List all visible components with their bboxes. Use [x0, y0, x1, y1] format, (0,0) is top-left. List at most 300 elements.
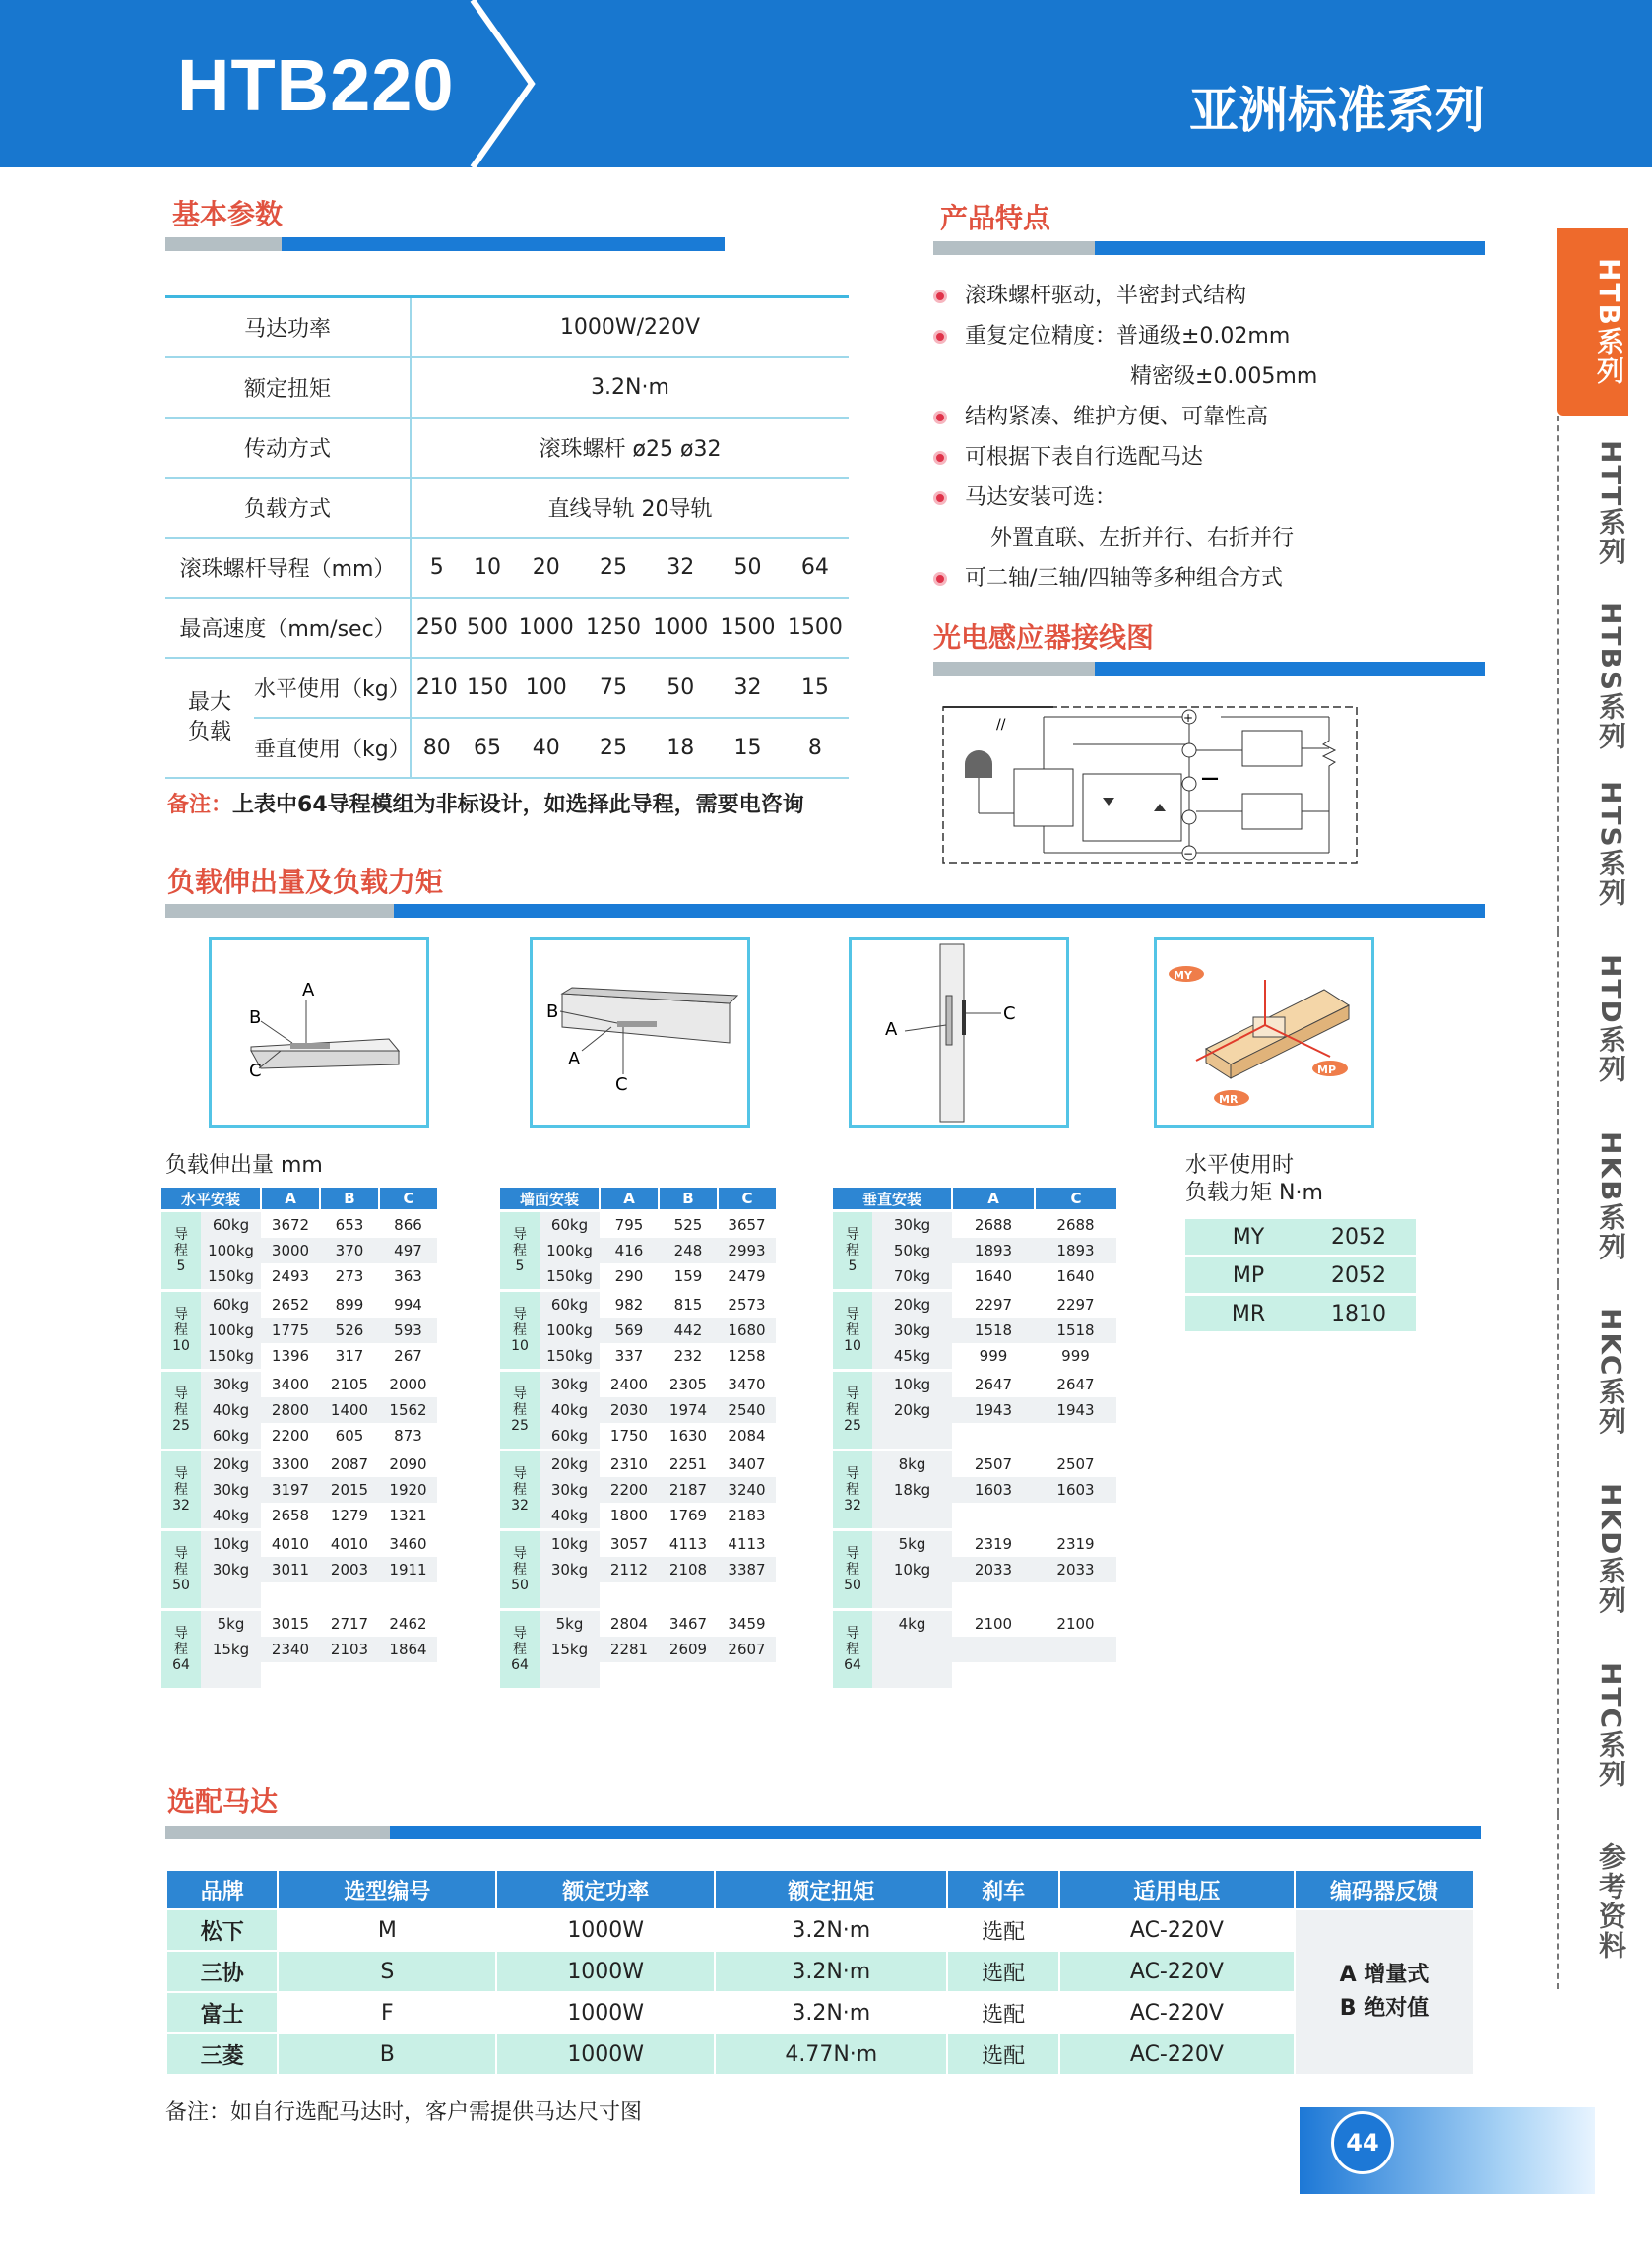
- lead-group-text: 导: [846, 1546, 859, 1562]
- motor-cell: 1000W: [496, 1909, 715, 1951]
- load-row: [833, 1557, 1116, 1582]
- load-value: 2103: [320, 1637, 379, 1662]
- load-weight: 20kg: [872, 1291, 952, 1319]
- speed-label: 最高速度（mm/sec）: [165, 598, 411, 658]
- load-value: 4010: [261, 1530, 320, 1558]
- load-value: 3300: [261, 1451, 320, 1478]
- side-tab-9[interactable]: HTC系列: [1557, 1639, 1630, 1814]
- load-value: 2297: [952, 1291, 1035, 1319]
- load-value: 1974: [659, 1397, 718, 1423]
- motor-brand: 三协: [166, 1951, 278, 1992]
- motor-cell: AC-220V: [1059, 1992, 1295, 2033]
- motor-cell: AC-220V: [1059, 2033, 1295, 2075]
- load-weight: 30kg: [540, 1557, 600, 1582]
- load-value: 2183: [718, 1503, 776, 1530]
- load-value: 2647: [952, 1371, 1035, 1398]
- load-row: [500, 1371, 776, 1398]
- lead-cell: 50: [714, 538, 781, 598]
- load-row: [500, 1530, 776, 1558]
- series-title: 亚洲标准系列: [1189, 82, 1485, 139]
- load-value: 1800: [600, 1503, 659, 1530]
- load-value: 2507: [952, 1451, 1035, 1478]
- lead-group-text: 导: [513, 1466, 527, 1482]
- load-value: 2493: [261, 1263, 320, 1291]
- load-value: [379, 1582, 437, 1610]
- motor-brand: 三菱: [166, 2033, 278, 2075]
- load-value: 1864: [379, 1637, 437, 1662]
- lead-group-text: 导: [846, 1227, 859, 1243]
- load-value: 795: [600, 1211, 659, 1239]
- lead-group-text: 32: [511, 1498, 529, 1514]
- lead-group-text: 程: [513, 1642, 527, 1657]
- side-tab-2[interactable]: HTT系列: [1557, 416, 1630, 591]
- label-my: MY: [1174, 969, 1192, 982]
- lead-group-text: 导: [846, 1626, 859, 1642]
- load-row: [833, 1477, 1116, 1503]
- lead-group-text: 导: [846, 1466, 859, 1482]
- lead-group-text: 50: [844, 1578, 861, 1593]
- load-row: [833, 1371, 1116, 1398]
- motor-col-header: 适用电压: [1059, 1870, 1295, 1909]
- feature-item: [933, 437, 1485, 478]
- lead-group-text: 导: [513, 1626, 527, 1642]
- feature-item: [933, 478, 1485, 518]
- load-value: 1258: [718, 1343, 776, 1371]
- lead-group-text: 程: [846, 1402, 859, 1418]
- load-row: [161, 1557, 437, 1582]
- load-value: 526: [320, 1318, 379, 1343]
- lead-group-text: 程: [513, 1482, 527, 1498]
- horizontal-load-table-wrap: [161, 1188, 437, 1688]
- label-b: B: [249, 1007, 262, 1028]
- side-tab-10[interactable]: 参考资料: [1557, 1814, 1630, 1989]
- lead-group-label: [500, 1610, 540, 1689]
- max-load-label: [165, 658, 254, 778]
- load-weight: [872, 1503, 952, 1530]
- load-row: [161, 1662, 437, 1688]
- load-weight: [872, 1662, 952, 1688]
- encoder-absolute: B 绝对值: [1339, 1996, 1430, 2021]
- motor-note: 备注：如自行选配马达时，客户需提供马达尺寸图: [165, 2100, 643, 2125]
- lead-group-text: 程: [174, 1322, 188, 1338]
- load-value: 1603: [952, 1477, 1035, 1503]
- vertical-cell: 8: [782, 718, 849, 778]
- load-value: 4010: [320, 1530, 379, 1558]
- moment-key: MY: [1185, 1219, 1311, 1257]
- load-weight: 40kg: [540, 1397, 600, 1423]
- load-weight: 15kg: [540, 1637, 600, 1662]
- spec-label: 马达功率: [165, 297, 411, 358]
- load-value: 1893: [1035, 1238, 1116, 1263]
- lead-group-label: [161, 1451, 201, 1530]
- basic-params-title: 基本参数: [172, 198, 284, 230]
- sensor-wiring-title: 光电感应器接线图: [933, 621, 1155, 654]
- load-value: 2305: [659, 1371, 718, 1398]
- motor-cell: 选配: [947, 1992, 1058, 2033]
- load-row: [161, 1637, 437, 1662]
- load-value: [1035, 1662, 1116, 1688]
- spec-label: 负载方式: [165, 478, 411, 538]
- load-weight: [872, 1582, 952, 1610]
- load-row: [161, 1610, 437, 1638]
- load-row: [500, 1397, 776, 1423]
- lead-group-text: 程: [513, 1402, 527, 1418]
- load-value: 2688: [952, 1211, 1035, 1239]
- lead-group-text: 程: [846, 1243, 859, 1258]
- horizontal-cell: 150: [462, 658, 512, 718]
- load-row: [161, 1263, 437, 1291]
- lead-group-text: 10: [844, 1338, 861, 1354]
- load-weight: 30kg: [201, 1477, 261, 1503]
- load-row: [500, 1291, 776, 1319]
- side-tab-7[interactable]: HKC系列: [1557, 1284, 1630, 1459]
- moment-value: 1810: [1311, 1295, 1416, 1333]
- load-row: [161, 1530, 437, 1558]
- lead-cell: 10: [462, 538, 512, 598]
- lead-group-label: [161, 1291, 201, 1371]
- load-value: [952, 1503, 1035, 1530]
- motor-row: [166, 1992, 1474, 2033]
- load-value: [659, 1582, 718, 1610]
- lead-group-label: [833, 1371, 872, 1451]
- lead-group-text: 程: [174, 1243, 188, 1258]
- load-value: 2319: [952, 1530, 1035, 1558]
- load-row: [500, 1662, 776, 1688]
- load-col-header: A: [600, 1188, 659, 1211]
- lead-group-text: 导: [513, 1307, 527, 1322]
- motor-cell: B: [278, 2033, 496, 2075]
- bullet-icon: [933, 491, 947, 505]
- lead-group-text: 程: [174, 1562, 188, 1578]
- side-tab-8[interactable]: HKD系列: [1557, 1461, 1630, 1637]
- load-value: 1518: [1035, 1318, 1116, 1343]
- load-value: 1769: [659, 1503, 718, 1530]
- load-value: [718, 1582, 776, 1610]
- side-tab-1[interactable]: HTB系列: [1557, 228, 1628, 416]
- lead-group-text: 程: [174, 1642, 188, 1657]
- load-row: [500, 1263, 776, 1291]
- load-row: [500, 1477, 776, 1503]
- lead-group-text: 导: [174, 1546, 188, 1562]
- spec-label: 传动方式: [165, 418, 411, 478]
- load-weight: 30kg: [540, 1477, 600, 1503]
- load-col-header: C: [718, 1188, 776, 1211]
- load-weight: 50kg: [872, 1238, 952, 1263]
- load-value: 3011: [261, 1557, 320, 1582]
- load-value: 1680: [718, 1318, 776, 1343]
- basic-params-bar: [165, 237, 725, 251]
- side-tab-5[interactable]: HTD系列: [1557, 932, 1630, 1107]
- moment-row: [1185, 1257, 1416, 1295]
- load-value: [261, 1662, 320, 1688]
- load-value: 2319: [1035, 1530, 1116, 1558]
- load-value: 2479: [718, 1263, 776, 1291]
- vertical-load-row: [165, 718, 849, 778]
- svg-text:+: +: [1183, 711, 1194, 725]
- lead-group-text: 导: [174, 1307, 188, 1322]
- load-weight: 15kg: [201, 1637, 261, 1662]
- load-value: 2108: [659, 1557, 718, 1582]
- load-value: 1396: [261, 1343, 320, 1371]
- feature-text: 可二轴/三轴/四轴等多种组合方式: [965, 566, 1283, 591]
- lead-group-label: [833, 1211, 872, 1291]
- load-row: [500, 1637, 776, 1662]
- feature-item: [933, 558, 1485, 599]
- load-value: 2800: [261, 1397, 320, 1423]
- svg-text://: //: [996, 717, 1006, 733]
- motor-cell: 4.77N·m: [715, 2033, 947, 2075]
- lead-group-text: 导: [174, 1227, 188, 1243]
- lead-group-label: [500, 1530, 540, 1610]
- motor-cell: 1000W: [496, 2033, 715, 2075]
- load-weight: 45kg: [872, 1343, 952, 1371]
- load-table-header: [500, 1188, 776, 1211]
- speed-cell: 1000: [647, 598, 714, 658]
- load-value: 2030: [600, 1397, 659, 1423]
- load-value: 290: [600, 1263, 659, 1291]
- load-weight: 10kg: [872, 1557, 952, 1582]
- load-weight: [872, 1423, 952, 1451]
- motor-cell: M: [278, 1909, 496, 1951]
- load-value: 1400: [320, 1397, 379, 1423]
- lead-label: 滚珠螺杆导程（mm）: [165, 538, 411, 598]
- load-value: 3657: [718, 1211, 776, 1239]
- feature-text: 重复定位精度：普通级±0.02mm: [965, 324, 1291, 349]
- lead-row: [165, 538, 849, 598]
- lead-cell: 64: [782, 538, 849, 598]
- motor-col-header: 品牌: [166, 1870, 278, 1909]
- load-value: 2297: [1035, 1291, 1116, 1319]
- load-row: [500, 1503, 776, 1530]
- lead-group-text: 程: [513, 1562, 527, 1578]
- load-value: 1640: [1035, 1263, 1116, 1291]
- load-weight: 20kg: [872, 1397, 952, 1423]
- load-value: 3000: [261, 1238, 320, 1263]
- lead-group-text: 5: [515, 1258, 525, 1274]
- load-weight: 5kg: [872, 1530, 952, 1558]
- load-row: [500, 1451, 776, 1478]
- label-mr: MR: [1219, 1093, 1239, 1106]
- load-value: 2187: [659, 1477, 718, 1503]
- side-tab-6[interactable]: HKB系列: [1557, 1109, 1630, 1284]
- load-weight: 30kg: [201, 1557, 261, 1582]
- motor-cell: 选配: [947, 2033, 1058, 2075]
- load-value: 2717: [320, 1610, 379, 1638]
- load-row: [833, 1451, 1116, 1478]
- load-value: 1911: [379, 1557, 437, 1582]
- load-weight: 100kg: [201, 1238, 261, 1263]
- lead-group-text: 5: [848, 1258, 858, 1274]
- load-weight: 40kg: [540, 1503, 600, 1530]
- feature-item: [933, 276, 1485, 316]
- side-tab-4[interactable]: HTS系列: [1557, 756, 1630, 932]
- motor-col-header: 额定扭矩: [715, 1870, 947, 1909]
- model-title: HTB220: [177, 44, 455, 126]
- load-value: 2200: [600, 1477, 659, 1503]
- horizontal-label: 水平使用（kg）: [254, 658, 411, 718]
- load-value: 982: [600, 1291, 659, 1319]
- lead-group-text: 导: [513, 1386, 527, 1402]
- motor-brand: 松下: [166, 1909, 278, 1951]
- wall-mount-diagram: [530, 937, 750, 1128]
- max-load-label-text: 最大: [187, 690, 231, 715]
- load-weight: [540, 1662, 600, 1688]
- load-weight: 18kg: [872, 1477, 952, 1503]
- speed-cell: 250: [411, 598, 462, 658]
- load-value: 3400: [261, 1371, 320, 1398]
- load-table-title: 垂直安装: [833, 1188, 952, 1211]
- side-tab-3[interactable]: HTBS系列: [1557, 589, 1630, 764]
- feature-item: [933, 356, 1485, 397]
- load-weight: 40kg: [201, 1503, 261, 1530]
- overhang-title: 负载伸出量 mm: [165, 1153, 323, 1178]
- lead-group-text: 25: [844, 1418, 861, 1434]
- vertical-cell: 15: [714, 718, 781, 778]
- load-value: 370: [320, 1238, 379, 1263]
- horizontal-cell: 15: [782, 658, 849, 718]
- lead-group-text: 32: [172, 1498, 190, 1514]
- svg-text:−: −: [1183, 847, 1194, 861]
- load-value: 2993: [718, 1238, 776, 1263]
- load-weight: 8kg: [872, 1451, 952, 1478]
- load-value: [952, 1582, 1035, 1610]
- load-row: [161, 1343, 437, 1371]
- load-value: 815: [659, 1291, 718, 1319]
- load-value: 3470: [718, 1371, 776, 1398]
- load-row: [161, 1451, 437, 1478]
- load-weight: 30kg: [872, 1318, 952, 1343]
- lead-group-label: [161, 1211, 201, 1291]
- load-weight: 100kg: [201, 1318, 261, 1343]
- lead-cell: 32: [647, 538, 714, 598]
- lead-group-label: [161, 1610, 201, 1689]
- load-value: [1035, 1423, 1116, 1451]
- load-weight: 100kg: [540, 1238, 600, 1263]
- load-value: [379, 1662, 437, 1688]
- speed-cell: 1500: [782, 598, 849, 658]
- load-value: [1035, 1637, 1116, 1662]
- load-row: [833, 1343, 1116, 1371]
- speed-cell: 500: [462, 598, 512, 658]
- load-value: 899: [320, 1291, 379, 1319]
- load-value: 2652: [261, 1291, 320, 1319]
- load-weight: 30kg: [201, 1371, 261, 1398]
- vertical-cell: 40: [513, 718, 580, 778]
- load-table-title: 水平安装: [161, 1188, 261, 1211]
- load-value: 1518: [952, 1318, 1035, 1343]
- motor-col-header: 额定功率: [496, 1870, 715, 1909]
- load-value: 999: [1035, 1343, 1116, 1371]
- lead-group-text: 程: [513, 1322, 527, 1338]
- lead-group-text: 25: [172, 1418, 190, 1434]
- load-moment-bar: [165, 904, 1485, 918]
- load-value: 2087: [320, 1451, 379, 1478]
- svg-text:—: —: [1201, 768, 1219, 789]
- load-col-header: C: [379, 1188, 437, 1211]
- load-value: 273: [320, 1263, 379, 1291]
- vertical-cell: 65: [462, 718, 512, 778]
- load-value: 569: [600, 1318, 659, 1343]
- load-value: 1775: [261, 1318, 320, 1343]
- load-row: [833, 1610, 1116, 1638]
- motor-cell: S: [278, 1951, 496, 1992]
- load-value: 2647: [1035, 1371, 1116, 1398]
- load-row: [833, 1503, 1116, 1530]
- load-row: [500, 1238, 776, 1263]
- features-title: 产品特点: [940, 202, 1051, 234]
- spec-row: [165, 478, 849, 538]
- moment-value: 2052: [1311, 1257, 1416, 1295]
- vertical-cell: 80: [411, 718, 462, 778]
- lead-group-text: 导: [513, 1546, 527, 1562]
- load-value: 1893: [952, 1238, 1035, 1263]
- load-row: [161, 1503, 437, 1530]
- motor-brand: 富士: [166, 1992, 278, 2033]
- max-load-label-text: 负载: [187, 720, 231, 744]
- label-b2: B: [546, 1001, 559, 1022]
- load-row: [833, 1582, 1116, 1610]
- load-col-header: A: [952, 1188, 1035, 1211]
- lead-group-label: [500, 1211, 540, 1291]
- load-value: [600, 1582, 659, 1610]
- moment-title: [1185, 1152, 1323, 1207]
- load-value: 3672: [261, 1211, 320, 1239]
- spec-table: [165, 295, 849, 779]
- load-row: [161, 1318, 437, 1343]
- load-weight: 10kg: [872, 1371, 952, 1398]
- load-value: 1640: [952, 1263, 1035, 1291]
- motor-col-header: 刹车: [947, 1870, 1058, 1909]
- load-weight: 30kg: [872, 1211, 952, 1239]
- load-weight: 100kg: [540, 1318, 600, 1343]
- load-value: 605: [320, 1423, 379, 1451]
- load-table: [161, 1188, 437, 1688]
- spec-label: 额定扭矩: [165, 357, 411, 418]
- lead-group-text: 程: [846, 1482, 859, 1498]
- motor-cell: 3.2N·m: [715, 1951, 947, 1992]
- moment-key: MP: [1185, 1257, 1311, 1295]
- label-a3: A: [885, 1019, 898, 1040]
- motor-col-header: 编码器反馈: [1295, 1870, 1474, 1909]
- load-value: 2507: [1035, 1451, 1116, 1478]
- load-weight: 10kg: [201, 1530, 261, 1558]
- load-value: 653: [320, 1211, 379, 1239]
- lead-group-text: 导: [174, 1466, 188, 1482]
- load-row: [161, 1371, 437, 1398]
- label-c2: C: [615, 1074, 628, 1095]
- motor-cell: 选配: [947, 1909, 1058, 1951]
- spec-value: 1000W/220V: [411, 297, 849, 358]
- load-value: 2573: [718, 1291, 776, 1319]
- load-weight: 150kg: [540, 1263, 600, 1291]
- load-row: [161, 1423, 437, 1451]
- load-row: [833, 1263, 1116, 1291]
- load-value: [952, 1662, 1035, 1688]
- load-value: [320, 1582, 379, 1610]
- load-value: 363: [379, 1263, 437, 1291]
- speed-row: [165, 598, 849, 658]
- vertical-mount-diagram: [849, 937, 1069, 1128]
- motor-select-title: 选配马达: [167, 1785, 279, 1818]
- vertical-cell: 25: [580, 718, 647, 778]
- label-mp: MP: [1317, 1064, 1337, 1076]
- horizontal-cell: 32: [714, 658, 781, 718]
- moment-table: [1185, 1219, 1416, 1334]
- load-value: 2462: [379, 1610, 437, 1638]
- load-weight: 30kg: [540, 1371, 600, 1398]
- lead-group-text: 64: [844, 1657, 861, 1673]
- features-bar: [933, 241, 1485, 255]
